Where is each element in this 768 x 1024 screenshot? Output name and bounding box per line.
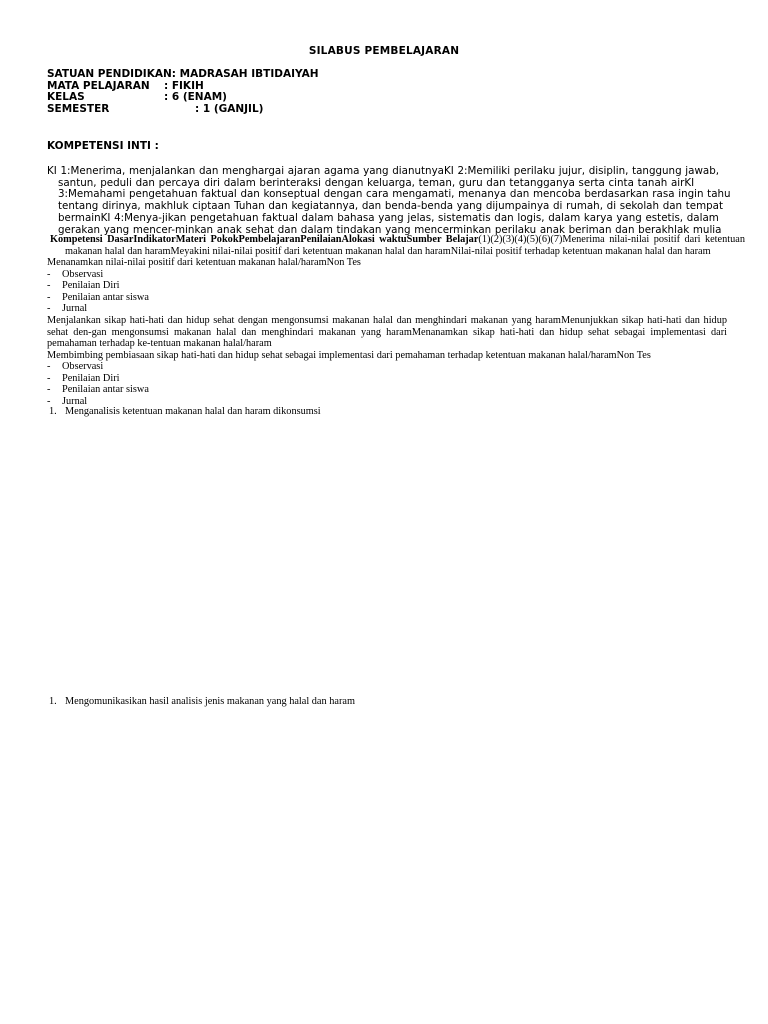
mapel-label: MATA PELAJARAN <box>47 79 150 92</box>
numbered-item: 1. Mengomunikasikan hasil analisis jenis makanan yang halal dan haram <box>49 696 355 707</box>
list-item: - Penilaian antar siswa <box>47 291 149 303</box>
list-item: - Penilaian Diri <box>47 372 120 384</box>
table-header-text <box>47 234 745 257</box>
table-header-columns: Kompetensi DasarIndikatorMateri PokokPembelajaranPenilaianAlokasi waktuSumber Belajar <box>50 234 479 245</box>
block2-line: Membimbing pembiasaan sikap hati-hati dan hidup sehat sebagai implementasi dari pemahaman terhadap ketentuan makanan halal/haramNon Tes <box>47 349 651 361</box>
semester-label: SEMESTER <box>47 102 110 115</box>
mapel-value: : FIKIH <box>164 79 204 92</box>
satuan-text: SATUAN PENDIDIKAN: MADRASAH IBTIDAIYAH <box>47 68 319 80</box>
block1-line: Menanamkan nilai-nilai positif dari ketentuan makanan halal/haramNon Tes <box>47 257 361 268</box>
list-item: - Observasi <box>47 268 104 280</box>
assessment-block-2 <box>47 315 727 407</box>
list-item: - Penilaian antar siswa <box>47 384 149 395</box>
list-item: - Jurnal <box>47 395 88 407</box>
identity-block <box>47 69 319 115</box>
assessment-block-1 <box>47 257 727 315</box>
kelas-value: : 6 (ENAM) <box>164 91 227 103</box>
kelas-label: KELAS <box>47 91 85 103</box>
kompetensi-inti-text: KI 1:Menerima, menjalankan dan menghargai ajaran agama yang dianutnyaKI 2:Memiliki perilaku jujur, disiplin, tanggung jawab, santun, peduli dan percaya diri dalam berinteraksi dengan keluarga, teman, guru dan tetangganya serta cinta tanah airKI 3:Memahami pengetahuan faktual dan konseptual dengan cara mengamati, menanya dan mencoba berdasarkan rasa ingin tahu tentang dirinya, makhluk ciptaan Tuhan dan kegiatannya, dan benda-benda yang dijumpainya di rumah, di sekolah dan tempat bermainKI 4:Menya-jikan pengetahuan faktual dalam bahasa yang jelas, sistematis dan logis, dalam karya yang estetis, dalam gerakan yang mencer-minkan anak sehat dan dalam tindakan yang mencerminkan perilaku anak beriman dan berakhlak mulia <box>47 165 731 236</box>
block2-paragraph: Menjalankan sikap hati-hati dan hidup sehat dengan mengonsumsi makanan halal dan menghindari makanan yang haramMenunjukkan sikap hati-hati dan hidup sehat den-gan mengonsumsi makanan halal dan menghindari makanan yang haramMenanamkan sikap hati-hati dan hidup sehat sebagai implementasi dari pemahaman terhadap ke-tentuan makanan halal/haram <box>47 315 727 349</box>
semester-value: : 1 (GANJIL) <box>195 102 264 115</box>
numbered-item: 1. Menganalisis ketentuan makanan halal dan haram dikonsumsi <box>49 406 321 417</box>
list-item: - Observasi <box>47 361 104 372</box>
list-item: - Penilaian Diri <box>47 280 120 291</box>
document-title: SILABUS PEMBELAJARAN <box>308 45 460 57</box>
kompetensi-inti-heading: KOMPETENSI INTI : <box>47 140 159 152</box>
semester-row <box>47 104 319 116</box>
list-item: - Jurnal <box>47 303 88 314</box>
table-header-content: (1)(2)(3)(4)(5)(6)(7)Menerima nilai-nilai positif dari ketentuan makanan halal dan haramMeyakini nilai-nilai positif dari ketentuan makanan halal dan haramNilai-nilai positif terhadap ketentuan makanan halal dan haram <box>65 234 745 257</box>
